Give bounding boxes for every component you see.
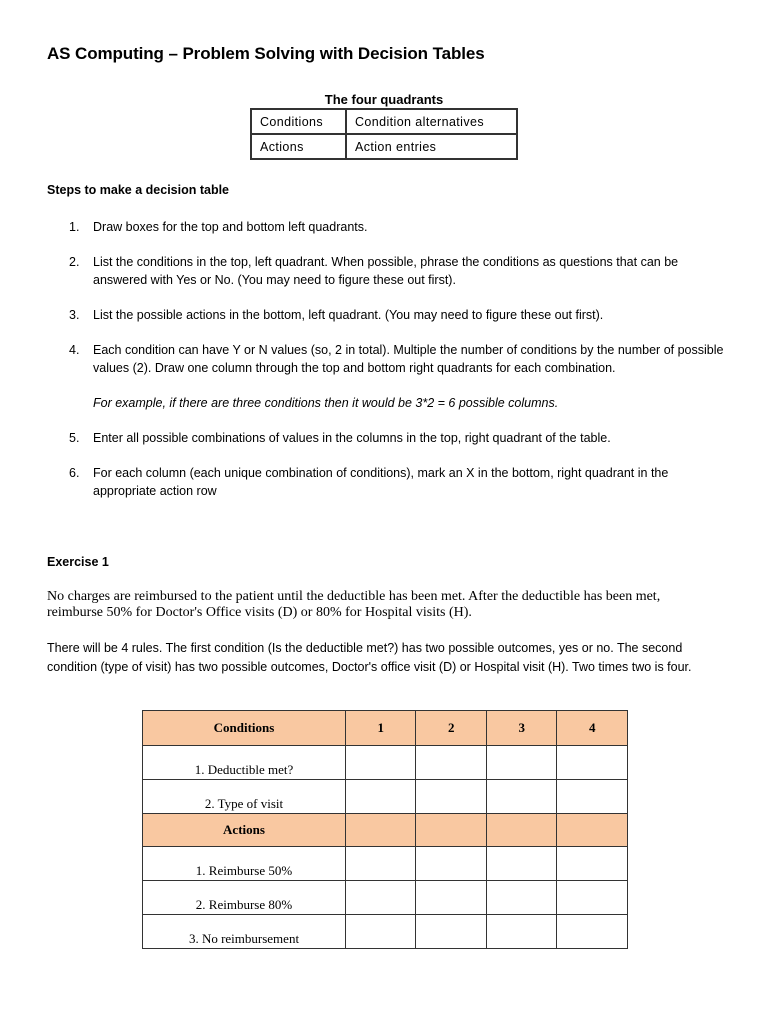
rule-header: 4 xyxy=(557,711,628,746)
table-row xyxy=(143,746,628,780)
table-cell xyxy=(416,814,486,847)
action-label: 2. Reimburse 80% xyxy=(143,881,346,915)
quadrant-condition-alternatives: Condition alternatives xyxy=(346,109,517,134)
steps-list xyxy=(47,218,727,517)
step-item xyxy=(47,306,727,324)
table-cell[interactable] xyxy=(486,915,556,949)
table-row xyxy=(143,780,628,814)
quadrants-figure xyxy=(250,91,518,160)
step-item xyxy=(47,218,727,236)
page-title: AS Computing – Problem Solving with Decision Tables xyxy=(47,44,485,63)
table-row xyxy=(143,847,628,881)
table-cell xyxy=(486,814,556,847)
exercise-explanation: There will be 4 rules. The first condition (Is the deductible met?) has two possible outcomes, yes or no. The second condition (type of visit) has two possible outcomes, Doctor's office visit (D) or Hospital visit (H). Two times two is four. xyxy=(47,641,692,674)
quadrant-actions: Actions xyxy=(251,134,346,159)
rule-header: 1 xyxy=(346,711,416,746)
step-example: For example, if there are three conditions then it would be 3*2 = 6 possible columns. xyxy=(93,396,559,410)
quadrant-conditions: Conditions xyxy=(251,109,346,134)
table-cell[interactable] xyxy=(486,780,556,814)
quadrants-caption: The four quadrants xyxy=(324,92,444,107)
table-cell[interactable] xyxy=(346,881,416,915)
actions-header-row xyxy=(143,814,628,847)
action-label: 1. Reimburse 50% xyxy=(143,847,346,881)
table-cell[interactable] xyxy=(346,915,416,949)
step-text: Enter all possible combinations of values in the columns in the top, right quadrant of the table. xyxy=(93,431,611,445)
step-number: 3. xyxy=(69,308,80,322)
action-label: 3. No reimbursement xyxy=(143,915,346,949)
table-cell[interactable] xyxy=(346,746,416,780)
step-number: 6. xyxy=(69,466,80,480)
table-cell xyxy=(557,814,628,847)
step-number: 4. xyxy=(69,343,80,357)
table-cell[interactable] xyxy=(557,915,628,949)
table-cell[interactable] xyxy=(346,847,416,881)
exercise-scenario: No charges are reimbursed to the patient until the deductible has been met. After the deductible has been met, reimburse 50% for Doctor's Office visits (D) or 80% for Hospital visits (H). xyxy=(47,589,661,620)
step-item xyxy=(47,464,727,500)
table-cell[interactable] xyxy=(557,746,628,780)
condition-label: 1. Deductible met? xyxy=(143,746,346,780)
table-cell[interactable] xyxy=(557,881,628,915)
table-row xyxy=(143,915,628,949)
table-cell[interactable] xyxy=(416,780,486,814)
conditions-header: Conditions xyxy=(143,711,346,746)
table-row xyxy=(143,881,628,915)
table-cell[interactable] xyxy=(486,746,556,780)
step-text: For each column (each unique combination of conditions), mark an X in the bottom, right quadrant in the appropriate action row xyxy=(93,466,669,498)
exercise-heading: Exercise 1 xyxy=(47,555,109,569)
quadrants-table xyxy=(250,108,518,160)
condition-label: 2. Type of visit xyxy=(143,780,346,814)
rule-header: 3 xyxy=(486,711,556,746)
actions-header: Actions xyxy=(143,814,346,847)
table-header-row xyxy=(143,711,628,746)
steps-heading: Steps to make a decision table xyxy=(47,183,230,197)
table-cell[interactable] xyxy=(557,847,628,881)
decision-table xyxy=(142,710,628,949)
step-number: 5. xyxy=(69,431,80,445)
rule-header: 2 xyxy=(416,711,486,746)
step-number: 2. xyxy=(69,255,80,269)
table-cell xyxy=(346,814,416,847)
step-item xyxy=(47,341,727,412)
table-cell[interactable] xyxy=(416,847,486,881)
step-item xyxy=(47,253,727,289)
table-cell[interactable] xyxy=(557,780,628,814)
step-text: Draw boxes for the top and bottom left quadrants. xyxy=(93,220,368,234)
table-cell[interactable] xyxy=(486,847,556,881)
step-text: Each condition can have Y or N values (so, 2 in total). Multiple the number of conditions by the number of possible values (2). Draw one column through the top and bottom right quadrants for each combination. xyxy=(93,343,724,375)
table-cell[interactable] xyxy=(416,881,486,915)
table-cell[interactable] xyxy=(346,780,416,814)
step-text: List the possible actions in the bottom, left quadrant. (You may need to figure these out first). xyxy=(93,308,604,322)
table-cell[interactable] xyxy=(416,746,486,780)
quadrant-action-entries: Action entries xyxy=(346,134,517,159)
table-cell[interactable] xyxy=(416,915,486,949)
step-number: 1. xyxy=(69,220,80,234)
table-cell[interactable] xyxy=(486,881,556,915)
step-item xyxy=(47,429,727,447)
step-text: List the conditions in the top, left quadrant. When possible, phrase the conditions as questions that can be answered with Yes or No. (You may need to figure these out first). xyxy=(93,255,679,287)
